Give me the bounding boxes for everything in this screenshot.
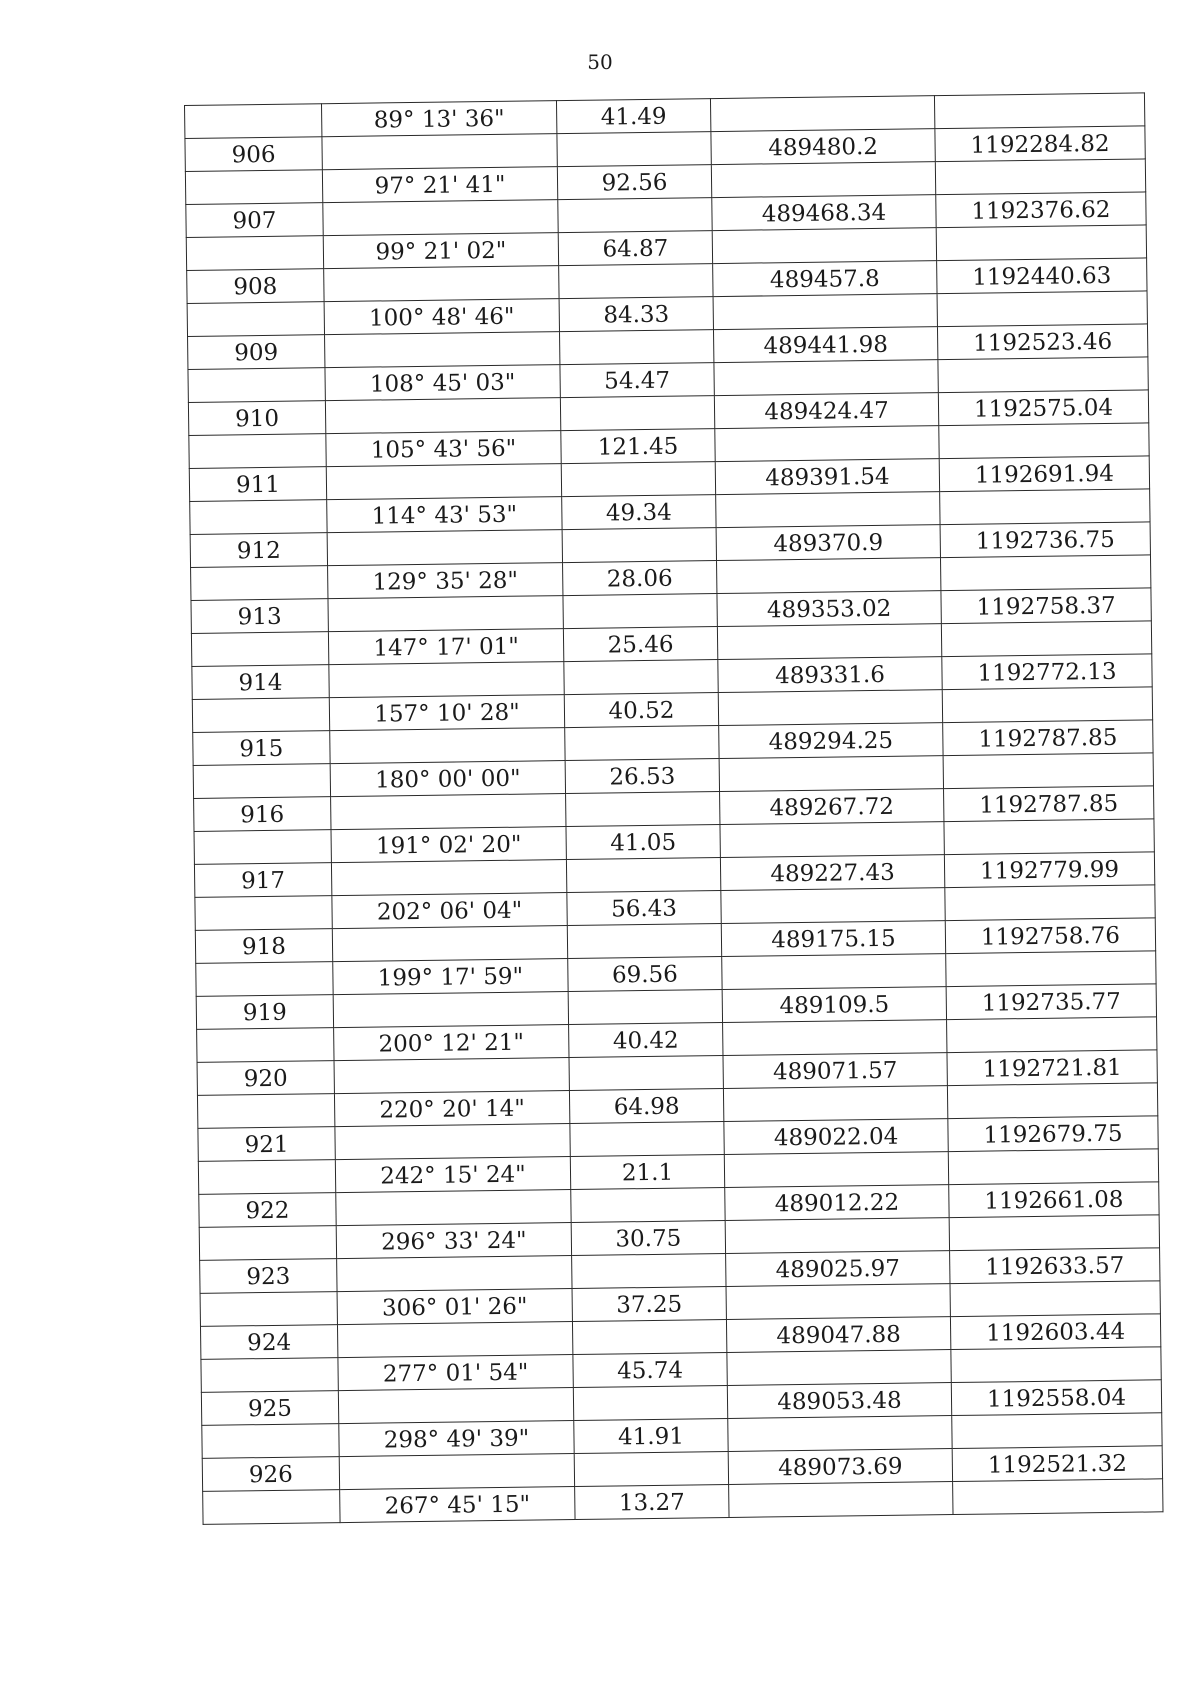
northing-cell: 489022.04	[724, 1119, 948, 1155]
distance-cell	[573, 1385, 727, 1420]
page-number: 50	[587, 50, 613, 74]
bearing-cell: 296° 33' 24"	[336, 1223, 571, 1259]
distance-cell	[572, 1254, 726, 1289]
point-number-cell: 921	[198, 1127, 335, 1162]
easting-cell	[947, 1017, 1157, 1053]
easting-cell: 1192603.44	[950, 1314, 1160, 1350]
easting-cell	[946, 951, 1156, 987]
easting-cell	[947, 1083, 1157, 1119]
easting-cell: 1192558.04	[951, 1380, 1161, 1416]
northing-cell	[716, 492, 940, 528]
distance-cell: 92.56	[557, 165, 711, 200]
easting-cell	[934, 93, 1144, 129]
northing-cell: 489025.97	[726, 1251, 950, 1287]
bearing-cell: 100° 48' 46"	[324, 299, 559, 335]
northing-cell: 489457.8	[713, 261, 937, 297]
distance-cell: 28.06	[563, 561, 717, 596]
bearing-cell: 89° 13' 36"	[321, 101, 556, 137]
point-number-cell	[203, 1490, 340, 1525]
easting-cell: 1192736.75	[940, 522, 1150, 558]
northing-cell: 489012.22	[725, 1185, 949, 1221]
northing-cell: 489370.9	[716, 525, 940, 561]
distance-cell: 25.46	[563, 627, 717, 662]
distance-cell	[559, 264, 713, 299]
easting-cell	[940, 555, 1150, 591]
easting-cell	[939, 423, 1149, 459]
distance-cell: 40.52	[564, 693, 718, 728]
distance-cell	[571, 1188, 725, 1223]
bearing-cell	[336, 1190, 571, 1226]
distance-cell	[560, 396, 714, 431]
traverse-table-body	[185, 93, 1163, 1524]
point-number-cell	[199, 1226, 336, 1261]
point-number-cell	[189, 434, 326, 469]
distance-cell: 30.75	[571, 1221, 725, 1256]
point-number-cell	[197, 1028, 334, 1063]
easting-cell	[937, 291, 1147, 327]
point-number-cell	[191, 566, 328, 601]
distance-cell	[570, 1122, 724, 1157]
easting-cell: 1192523.46	[937, 324, 1147, 360]
northing-cell	[723, 1086, 947, 1122]
point-number-cell	[185, 170, 322, 205]
point-number-cell: 923	[200, 1259, 337, 1294]
easting-cell: 1192661.08	[949, 1182, 1159, 1218]
easting-cell: 1192284.82	[935, 126, 1145, 162]
northing-cell	[729, 1482, 953, 1518]
northing-cell	[728, 1416, 952, 1452]
bearing-cell: 97° 21' 41"	[322, 167, 557, 203]
point-number-cell	[195, 896, 332, 931]
distance-cell	[567, 924, 721, 959]
bearing-cell	[338, 1388, 573, 1424]
northing-cell	[724, 1152, 948, 1188]
distance-cell: 64.98	[569, 1089, 723, 1124]
northing-cell	[710, 96, 934, 132]
point-number-cell: 919	[196, 995, 333, 1030]
distance-cell: 84.33	[559, 297, 713, 332]
easting-cell	[935, 159, 1145, 195]
easting-cell: 1192679.75	[948, 1116, 1158, 1152]
distance-cell: 49.34	[562, 495, 716, 530]
distance-cell: 40.42	[569, 1023, 723, 1058]
bearing-cell: 180° 00' 00"	[330, 761, 565, 797]
bearing-cell	[335, 1124, 570, 1160]
point-number-cell: 926	[202, 1457, 339, 1492]
point-number-cell	[202, 1424, 339, 1459]
bearing-cell: 99° 21' 02"	[323, 233, 558, 269]
distance-cell	[564, 660, 718, 695]
easting-cell	[943, 753, 1153, 789]
northing-cell: 489073.69	[728, 1449, 952, 1485]
point-number-cell	[196, 962, 333, 997]
easting-cell	[944, 819, 1154, 855]
point-number-cell	[194, 830, 331, 865]
northing-cell	[719, 756, 943, 792]
bearing-cell	[332, 926, 567, 962]
distance-cell	[558, 198, 712, 233]
northing-cell	[721, 888, 945, 924]
point-number-cell	[201, 1358, 338, 1393]
northing-cell: 489424.47	[714, 393, 938, 429]
easting-cell: 1192779.99	[944, 852, 1154, 888]
bearing-cell: 199° 17' 59"	[333, 959, 568, 995]
distance-cell: 121.45	[561, 429, 715, 464]
bearing-cell	[325, 332, 560, 368]
bearing-cell	[330, 728, 565, 764]
bearing-cell: 277° 01' 54"	[338, 1355, 573, 1391]
distance-cell	[565, 726, 719, 761]
easting-cell	[941, 621, 1151, 657]
point-number-cell: 914	[192, 665, 329, 700]
bearing-cell	[339, 1454, 574, 1490]
bearing-cell: 306° 01' 26"	[337, 1289, 572, 1325]
bearing-cell: 298° 49' 39"	[339, 1421, 574, 1457]
point-number-cell	[198, 1160, 335, 1195]
point-number-cell	[190, 500, 327, 535]
easting-cell: 1192735.77	[946, 984, 1156, 1020]
distance-cell	[561, 462, 715, 497]
distance-cell	[568, 990, 722, 1025]
point-number-cell: 908	[187, 269, 324, 304]
northing-cell	[717, 624, 941, 660]
bearing-cell: 147° 17' 01"	[328, 629, 563, 665]
bearing-cell	[325, 398, 560, 434]
bearing-cell	[323, 200, 558, 236]
point-number-cell: 918	[195, 929, 332, 964]
point-number-cell: 907	[186, 203, 323, 238]
bearing-cell	[331, 794, 566, 830]
bearing-cell	[331, 860, 566, 896]
northing-cell	[712, 228, 936, 264]
distance-cell: 13.27	[575, 1484, 729, 1519]
easting-cell	[936, 225, 1146, 261]
point-number-cell: 925	[201, 1391, 338, 1426]
bearing-cell: 114° 43' 53"	[327, 497, 562, 533]
point-number-cell: 920	[197, 1061, 334, 1096]
northing-cell	[727, 1350, 951, 1386]
easting-cell: 1192787.85	[943, 720, 1153, 756]
distance-cell: 21.1	[570, 1155, 724, 1190]
northing-cell	[722, 954, 946, 990]
point-number-cell	[191, 632, 328, 667]
point-number-cell: 910	[188, 401, 325, 436]
distance-cell: 37.25	[572, 1287, 726, 1322]
bearing-cell: 200° 12' 21"	[334, 1025, 569, 1061]
northing-cell: 489391.54	[715, 459, 939, 495]
northing-cell: 489353.02	[717, 591, 941, 627]
bearing-cell	[324, 266, 559, 302]
easting-cell	[953, 1479, 1163, 1515]
northing-cell: 489294.25	[719, 723, 943, 759]
northing-cell: 489047.88	[726, 1317, 950, 1353]
northing-cell: 489053.48	[727, 1383, 951, 1419]
point-number-cell	[197, 1094, 334, 1129]
northing-cell: 489071.57	[723, 1053, 947, 1089]
bearing-cell: 105° 43' 56"	[326, 431, 561, 467]
bearing-cell	[333, 992, 568, 1028]
point-number-cell	[186, 236, 323, 271]
bearing-cell: 242° 15' 24"	[335, 1157, 570, 1193]
northing-cell	[713, 294, 937, 330]
bearing-cell: 267° 45' 15"	[340, 1487, 575, 1523]
northing-cell	[720, 822, 944, 858]
easting-cell	[948, 1149, 1158, 1185]
northing-cell: 489331.6	[718, 657, 942, 693]
easting-cell	[940, 489, 1150, 525]
bearing-cell	[334, 1058, 569, 1094]
bearing-cell: 191° 02' 20"	[331, 827, 566, 863]
distance-cell: 41.91	[574, 1418, 728, 1453]
point-number-cell	[187, 302, 324, 337]
bearing-cell	[328, 596, 563, 632]
point-number-cell	[193, 764, 330, 799]
easting-cell: 1192772.13	[942, 654, 1152, 690]
distance-cell: 41.05	[566, 825, 720, 860]
point-number-cell: 924	[200, 1325, 337, 1360]
easting-cell: 1192691.94	[939, 456, 1149, 492]
distance-cell	[566, 792, 720, 827]
bearing-cell	[337, 1256, 572, 1292]
northing-cell: 489175.15	[721, 921, 945, 957]
bearing-cell: 157° 10' 28"	[329, 695, 564, 731]
easting-cell: 1192721.81	[947, 1050, 1157, 1086]
easting-cell	[942, 687, 1152, 723]
easting-cell	[952, 1413, 1162, 1449]
northing-cell	[717, 558, 941, 594]
point-number-cell: 922	[199, 1193, 336, 1228]
easting-cell: 1192575.04	[938, 390, 1148, 426]
point-number-cell: 906	[185, 137, 322, 172]
traverse-table	[184, 92, 1164, 1524]
easting-cell	[949, 1215, 1159, 1251]
distance-cell: 69.56	[568, 957, 722, 992]
point-number-cell: 912	[190, 533, 327, 568]
easting-cell: 1192758.37	[941, 588, 1151, 624]
distance-cell: 41.49	[556, 99, 710, 134]
northing-cell: 489480.2	[711, 129, 935, 165]
northing-cell: 489227.43	[720, 855, 944, 891]
northing-cell: 489441.98	[713, 327, 937, 363]
northing-cell	[726, 1284, 950, 1320]
bearing-cell	[322, 134, 557, 170]
point-number-cell: 911	[189, 467, 326, 502]
bearing-cell: 220° 20' 14"	[334, 1091, 569, 1127]
easting-cell: 1192787.85	[944, 786, 1154, 822]
point-number-cell	[188, 368, 325, 403]
northing-cell	[723, 1020, 947, 1056]
bearing-cell	[329, 662, 564, 698]
distance-cell	[559, 330, 713, 365]
distance-cell	[574, 1451, 728, 1486]
point-number-cell: 917	[194, 863, 331, 898]
easting-cell: 1192633.57	[950, 1248, 1160, 1284]
bearing-cell	[327, 530, 562, 566]
distance-cell	[562, 528, 716, 563]
distance-cell: 26.53	[565, 759, 719, 794]
bearing-cell: 108° 45' 03"	[325, 365, 560, 401]
northing-cell	[715, 426, 939, 462]
bearing-cell: 129° 35' 28"	[328, 563, 563, 599]
point-number-cell: 909	[188, 335, 325, 370]
distance-cell	[569, 1056, 723, 1091]
point-number-cell	[200, 1292, 337, 1327]
northing-cell	[725, 1218, 949, 1254]
bearing-cell	[326, 464, 561, 500]
easting-cell: 1192758.76	[945, 918, 1155, 954]
easting-cell	[945, 885, 1155, 921]
point-number-cell: 913	[191, 599, 328, 634]
distance-cell	[563, 594, 717, 629]
distance-cell: 56.43	[567, 891, 721, 926]
distance-cell: 45.74	[573, 1353, 727, 1388]
easting-cell	[938, 357, 1148, 393]
northing-cell: 489267.72	[720, 789, 944, 825]
distance-cell	[572, 1320, 726, 1355]
northing-cell	[718, 690, 942, 726]
distance-cell: 64.87	[558, 231, 712, 266]
distance-cell	[557, 132, 711, 167]
northing-cell	[711, 162, 935, 198]
point-number-cell	[192, 698, 329, 733]
easting-cell	[950, 1281, 1160, 1317]
easting-cell: 1192521.32	[952, 1446, 1162, 1482]
bearing-cell: 202° 06' 04"	[332, 893, 567, 929]
point-number-cell	[185, 104, 322, 139]
distance-cell	[566, 858, 720, 893]
northing-cell: 489468.34	[712, 195, 936, 231]
point-number-cell: 916	[194, 797, 331, 832]
northing-cell: 489109.5	[722, 987, 946, 1023]
point-number-cell: 915	[193, 731, 330, 766]
easting-cell	[951, 1347, 1161, 1383]
bearing-cell	[337, 1322, 572, 1358]
easting-cell: 1192376.62	[936, 192, 1146, 228]
distance-cell: 54.47	[560, 363, 714, 398]
northing-cell	[714, 360, 938, 396]
easting-cell: 1192440.63	[937, 258, 1147, 294]
